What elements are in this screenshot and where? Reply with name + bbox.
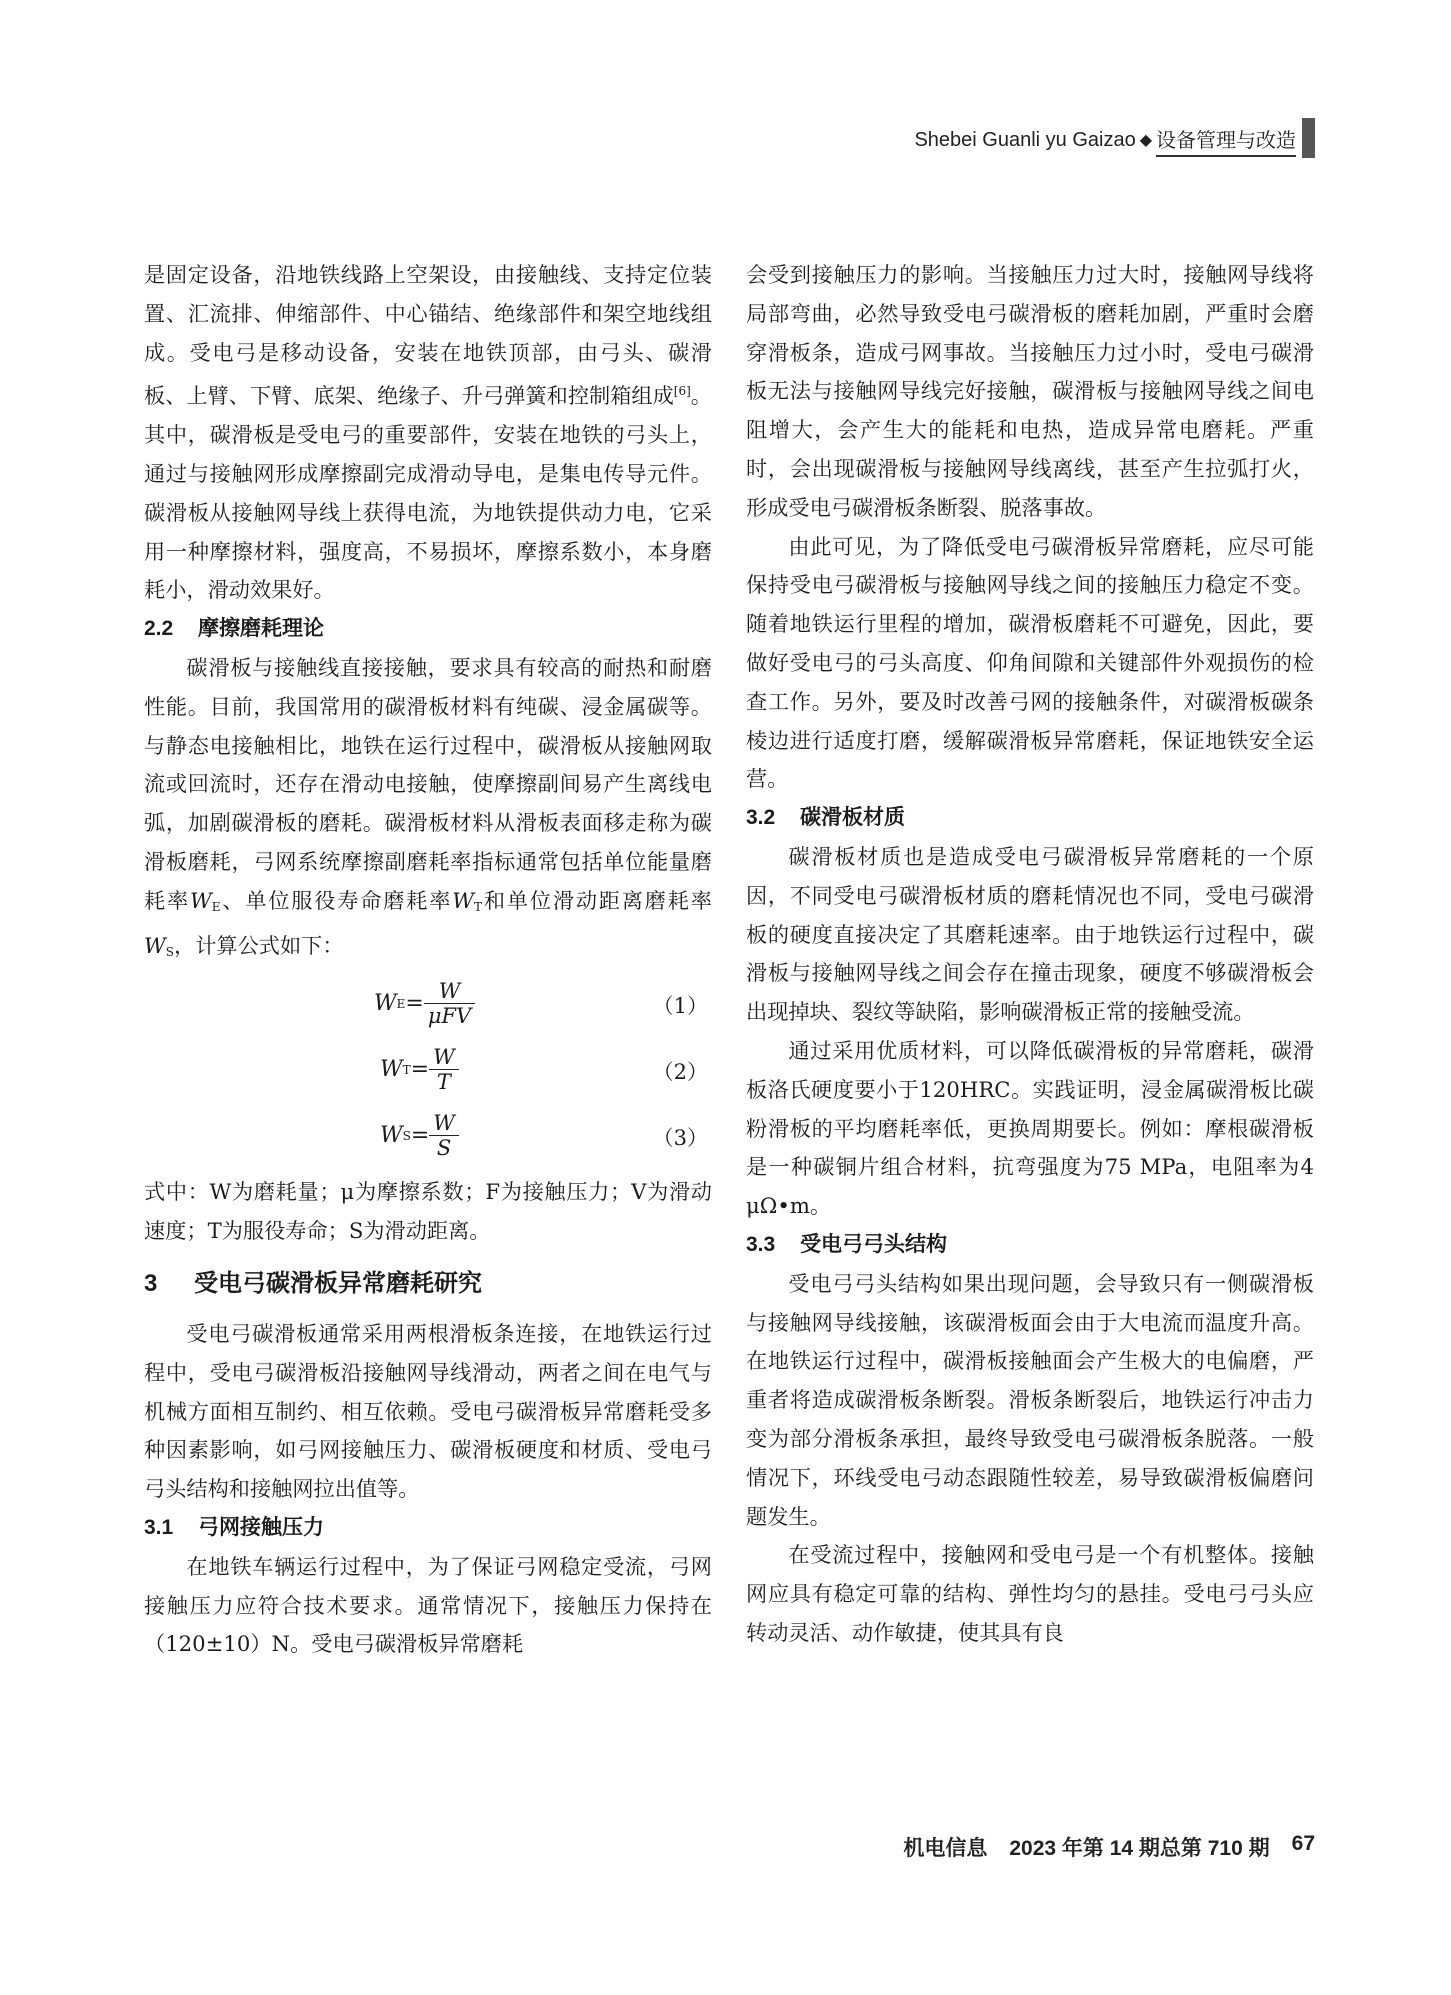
column-name: 设备管理与改造: [1156, 124, 1296, 157]
section-heading-3-2: 3.2 碳滑板材质: [746, 806, 905, 830]
running-header: [914, 122, 1315, 158]
header-bar-decoration: [1302, 118, 1315, 158]
formula-1: W E = $\frac{W}{\text{μFV}}$ （1）: [374, 979, 708, 1029]
footer-issue: 2023 年第 14 期总第 710 期: [1009, 1837, 1270, 1860]
equation-number: （2）: [652, 1060, 708, 1085]
formula-legend: 式中：W为磨耗量；μ为摩擦系数；F为接触压力；V为滑动速度；T为服役寿命；S为滑动距离。: [144, 1179, 712, 1244]
paragraph-3: 受电弓碳滑板通常采用两根滑板条连接，在地铁运行过程中，受电弓碳滑板沿接触网导线滑动，两者之间在电气与机械方面相互制约、相互依赖。受电弓碳滑板异常磨耗受多种因素影响，如弓网接触压力、碳滑板硬度和材质、受电弓弓头结构和接触网拉出值等。: [144, 1321, 712, 1502]
equation-number: （1）: [652, 994, 708, 1019]
section-heading-3-1: 3.1 弓网接触压力: [144, 1515, 324, 1539]
equation-number: （3）: [652, 1126, 708, 1151]
page-number: 67: [1291, 1832, 1315, 1855]
intro-paragraph: 是固定设备，沿地铁线路上空架设，由接触线、支持定位装置、汇流排、伸缩部件、中心锚结、绝缘部件和架空地线组成。受电弓是移动设备，安装在地铁顶部，由弓头、碳滑板、上臂、下臂、底架、绝缘子、升弓弹簧和控制箱组成[6]。其中，碳滑板是受电弓的重要部件，安装在地铁的弓头上，通过与接触网形成摩擦副完成滑动导电，是集电传导元件。碳滑板从接触网导线上获得电流，为地铁提供动力电，它采用一种摩擦材料，强度高，不易损坏，摩擦系数小，本身磨耗小，滑动效果好。: [144, 262, 712, 603]
paragraph-3-3-b: 在受流过程中，接触网和受电弓是一个有机整体。接触网应具有稳定可靠的结构、弹性均匀的悬挂。受电弓弓头应转动灵活、动作敏捷，使其具有良: [746, 1542, 1314, 1645]
paragraph-2-2: 碳滑板与接触线直接接触，要求具有较高的耐热和耐磨性能。目前，我国常用的碳滑板材料有纯碳、浸金属碳等。与静态电接触相比，地铁在运行过程中，碳滑板从接触网取流或回流时，还存在滑动电接触，使摩擦副间易产生离线电弧，加剧碳滑板的磨耗。碳滑板材料从滑板表面移走称为碳滑板磨耗，弓网系统摩擦副磨耗率指标通常包括单位能量磨耗率$W_E$、单位服役寿命磨耗率$W_T$和单位滑动距离磨耗率$W_S$，计算公式如下：: [144, 655, 712, 959]
citation-ref: [6]: [673, 384, 691, 399]
diamond-icon: ◆: [1139, 132, 1152, 149]
paragraph-3-1: 在地铁车辆运行过程中，为了保证弓网稳定受流，弓网接触压力应符合技术要求。通常情况下，接触压力保持在（120±10）N。受电弓碳滑板异常磨耗: [144, 1553, 712, 1657]
paragraph-3-1-summary: 由此可见，为了降低受电弓碳滑板异常磨耗，应尽可能保持受电弓碳滑板与接触网导线之间的接触压力稳定不变。随着地铁运行里程的增加，碳滑板磨耗不可避免，因此，要做好受电弓的弓头高度、仰角间隙和关键部件外观损伤的检查工作。另外，要及时改善弓网的接触条件，对碳滑板碳条棱边进行适度打磨，缓解碳滑板异常磨耗，保证地铁安全运营。: [746, 533, 1314, 792]
paragraph-3-1-continued: 会受到接触压力的影响。当接触压力过大时，接触网导线将局部弯曲，必然导致受电弓碳滑板的磨耗加剧，严重时会磨穿滑板条，造成弓网事故。当接触压力过小时，受电弓碳滑板无法与接触网导线完好接触，碳滑板与接触网导线之间电阻增大，会产生大的能耗和电热，造成异常电磨耗。严重时，会出现碳滑板与接触网导线离线，甚至产生拉弧打火，形成受电弓碳滑板条断裂、脱落事故。: [746, 262, 1314, 520]
journal-pinyin: Shebei Guanli yu Gaizao: [914, 128, 1136, 151]
section-heading-3-3: 3.3 受电弓弓头结构: [746, 1232, 947, 1256]
right-column: [746, 256, 1314, 1653]
footer-journal: 机电信息: [903, 1837, 988, 1860]
paragraph-3-2-a: 碳滑板材质也是造成受电弓碳滑板异常磨耗的一个原因，不同受电弓碳滑板材质的磨耗情况也不同，受电弓碳滑板的硬度直接决定了其磨耗速率。由于地铁运行过程中，碳滑板与接触网导线之间会存在撞击现象，硬度不够碳滑板会出现掉块、裂纹等缺陷，影响碳滑板正常的接触受流。: [746, 843, 1314, 1025]
formula-3: W S = $\frac{W}{S}$ （3）: [380, 1111, 708, 1161]
formula-2: W T = $\frac{W}{T}$ （2）: [380, 1045, 708, 1095]
page-footer: [903, 1832, 1315, 1862]
left-column: [144, 256, 712, 1664]
section-heading-2-2: 2.2 摩擦磨耗理论: [144, 617, 324, 641]
section-heading-3: 3 受电弓碳滑板异常磨耗研究: [144, 1270, 482, 1297]
paragraph-3-2-b: 通过采用优质材料，可以降低碳滑板的异常磨耗，碳滑板洛氏硬度要小于120HRC。实践证明，浸金属碳滑板比碳粉滑板的平均磨耗率低，更换周期要长。例如：摩根碳滑板是一种碳铜片组合材料，抗弯强度为75 MPa，电阻率为4 μΩ•m。: [746, 1037, 1314, 1219]
paragraph-3-3-a: 受电弓弓头结构如果出现问题，会导致只有一侧碳滑板与接触网导线接触，该碳滑板面会由于大电流而温度升高。在地铁运行过程中，碳滑板接触面会产生极大的电偏磨，严重者将造成碳滑板条断裂。滑板条断裂后，地铁运行冲击力变为部分滑板条承担，最终导致受电弓碳滑板条脱落。一般情况下，环线受电弓动态跟随性较差，易导致碳滑板偏磨问题发生。: [746, 1270, 1314, 1529]
